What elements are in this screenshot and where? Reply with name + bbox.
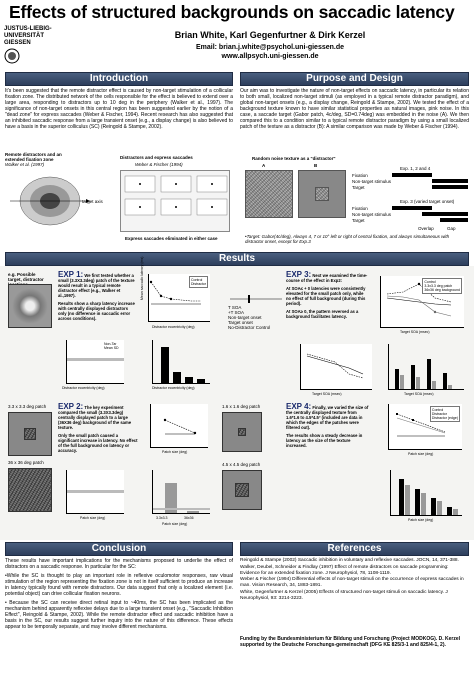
introduction-header: Introduction xyxy=(5,72,233,86)
fig1-title: Remote distractors and an extended fixation zone xyxy=(5,152,62,162)
exp3-timeline-nontarget: Non-target onset xyxy=(228,315,262,320)
exp3-timeline xyxy=(228,294,284,330)
exp1-difference-chart xyxy=(152,340,210,384)
poster-header xyxy=(0,0,474,68)
exp3-xlabel: Target SOA (msec) xyxy=(400,330,430,334)
timeline-label-target: Target xyxy=(352,185,365,190)
exp1-error-chart xyxy=(66,340,124,384)
purpose-text: Our aim was to investigate the nature of non-target effects on saccadic latency, in particular its relation to both small, localized non-target stimuli (as employed in a typical remote distractor paradigm), and global non-target onsets (e.g., a display change, Reingold & Stampe, 2002). We tested the effect of a background texture known to have similar statistical properties as natural images, pink noise. In this case, a saccade target (Gabor patch, 4c/deg, SD=0.74deg) was embedded in the noise (A). We then compared this to a condition similar to a typical remote distractor paradigm by using a small localized patch of the texture as a distractor (B): A similar comparison was made by Weber & Fischer (1994). xyxy=(240,88,469,130)
side-label-targets: e.g. Possible target, distractor xyxy=(8,272,44,282)
exp3-timeline-target: Target onset xyxy=(228,320,253,325)
exp2-tick-small: 3.3x3.3 xyxy=(156,516,168,520)
express-saccade-figure xyxy=(120,170,230,232)
timeline-label-target-2: Target xyxy=(352,218,365,223)
exp2-text-2: Only the small patch caused a significant increase in latency. No effect of the full background on latency or accuracy. xyxy=(58,433,138,453)
exp2-xlabel-3: Patch size (deg) xyxy=(162,522,188,526)
exp4-large-stimulus xyxy=(222,470,262,510)
reference-item: Reingold & Stampe (2002) Saccadic inhibition in voluntary and reflexive saccades. JOCN, 14, 371-388. xyxy=(240,558,459,563)
exp2-latency-plot xyxy=(151,404,209,448)
exp2-text: The key experiment compared the small (3.3X3.3deg) centrally displayed patch to a large (36X36 deg) background of the same texture. xyxy=(58,405,132,430)
timeline-exp3 xyxy=(392,205,468,225)
exp4-small-stimulus xyxy=(222,412,262,452)
legend-small-patch: 3.3x3.3 deg patch xyxy=(424,284,453,288)
exp3-latency-plot-2 xyxy=(301,344,373,390)
small-patch xyxy=(24,428,36,440)
exp3-text: Next we examined the time-course of the effect in Exp2: xyxy=(286,273,368,283)
exp4-bar-1-edge xyxy=(405,485,410,515)
reference-item: Weber & Fischer (1994) Differential effects of non-target stimuli on the occurrence of express saccades in man. Vision Research, 34, 1883-1891. xyxy=(240,577,464,589)
exp4-legend xyxy=(430,406,460,422)
target-location-example xyxy=(8,284,52,328)
exp1-bar-0 xyxy=(161,347,169,383)
exp3-legend xyxy=(422,278,462,294)
exp4-large-patch xyxy=(235,483,249,497)
exp2-title: EXP 2: xyxy=(58,402,84,411)
exp3-timeline-diagram xyxy=(228,294,284,304)
exp1-xlabel-3: Distractor eccentricity (deg) xyxy=(152,386,195,390)
exp1-xlabel: Distractor eccentricity (deg) xyxy=(152,325,195,329)
exp4-difference-chart xyxy=(390,470,462,516)
exp4-xlabel: Patch size (deg) xyxy=(408,452,434,456)
email: Email: brian.j.white@psychol.uni-giessen.de xyxy=(195,44,345,51)
noise-label-a: A xyxy=(262,163,266,168)
contact-info xyxy=(140,43,400,61)
exp3-latency-chart xyxy=(380,276,464,328)
exp3-bar-6 xyxy=(432,381,436,389)
exp3-bar-7 xyxy=(443,373,447,389)
exp3-bar-2 xyxy=(400,375,404,389)
exp4-text-2: The results show a steady decrease in latency as the size of the texture increased. xyxy=(286,433,363,448)
exp4-title: EXP 4: xyxy=(286,402,312,411)
introduction-text: It's been suggested that the remote distractor effect is caused by non-target stimulation of a collicular fixation zone. The distributed network of the cells responsible for the effect is believed to extend over a large area, responding to distractors up to 10 deg in the periphery (Walker et al., 1997). The significance of non-target onsets in this central region has been suggested earlier by the notion of a "dead zone" for express saccades (Weber & Fischer, 1994). Recent research has also suggested that an inhibited saccadic response from a large transient onset (e.g., a display change) is also believed to have a basis in the superior colliculus (SC) (Reingold & Stampe, 2002). xyxy=(5,88,233,130)
timeline-label-exp3: Exp. 3 (varied target onset) xyxy=(400,199,455,204)
exp4-description xyxy=(286,404,370,448)
exp1-bar-6 xyxy=(197,379,205,383)
exp1-bar-2 xyxy=(173,372,181,383)
conclusion-bullet-1: •While the SC is thought to play an important role in reflexive oculomotor responses, raw visual stimulation of the region representing the fixation zone is not in itself sufficient to produce an increase in latency typically found with remote distractors. Our data suggest that only a localized element (i.e. potential object) can drive collicular fixation neurons. xyxy=(5,573,233,597)
authors: Brian White, Karl Gegenfurtner & Dirk Kerzel xyxy=(174,30,366,40)
exp3-difference-chart xyxy=(388,344,464,390)
exp2-error-band xyxy=(67,490,124,493)
conclusion-header: Conclusion xyxy=(5,542,233,556)
exp4-bar-3-edge xyxy=(437,501,442,515)
legend-distractor: Distractor xyxy=(191,282,206,286)
reference-item: White, Gegenfurtner & Kerzel (2005) Effects of structured non-target stimuli on saccadic latency. J Neurophysiol, 93: 3214-3223. xyxy=(240,589,448,601)
exp3-xlabel-2: Target SOA (msec) xyxy=(312,392,342,396)
exp1-xlabel-2: Distractor eccentricity (deg) xyxy=(62,386,105,390)
exp3-bar-1 xyxy=(395,369,399,389)
exp3-timeline-soa-pos: +T SOA xyxy=(228,310,245,315)
university-name: JUSTUS-LIEBIG-UNIVERSITÄT GIESSEN xyxy=(4,26,52,46)
timeline-label-nontarget-2: Non-target stimulus xyxy=(352,212,392,217)
website-link[interactable]: www.allpsych.uni-giessen.de xyxy=(221,53,319,60)
exp4-patch-small-label: 1.6 x 1.6 deg patch xyxy=(222,404,261,409)
exp4-xlabel-2: Patch size (deg) xyxy=(408,518,434,522)
exp2-diff-baseline xyxy=(153,508,210,510)
exp1-ylabel: Mean saccadic latency (ms) xyxy=(140,256,144,300)
purpose-header: Purpose and Design xyxy=(240,72,469,86)
exp2-description xyxy=(58,404,138,453)
exp3-text-3: At SOA≥ 0, the pattern reversed as a background facilitates latency. xyxy=(286,309,359,319)
legend-control: Control xyxy=(424,280,436,284)
noise-patch xyxy=(315,187,329,201)
small-patch-stimulus xyxy=(8,412,52,456)
purpose-caption: •Target: Gabor(4c/deg), Always 4, 7 or 10° left or right of central fixation, and always simultaneous with distractor onset, except for Exp.3 xyxy=(245,234,450,244)
fig2-citation: Weber & Fischer (1994) xyxy=(135,162,183,167)
references-header: References xyxy=(240,542,469,556)
exp3-bar-3 xyxy=(411,365,415,389)
exp4-small-patch xyxy=(238,428,246,436)
legend-background: 36x36 deg background xyxy=(424,288,460,292)
exp4-bar-4 xyxy=(447,507,452,515)
exp4-latency-chart xyxy=(388,404,462,450)
fig2-title: Distractors and express saccades xyxy=(120,155,193,160)
exp4-bar-1 xyxy=(399,479,404,515)
exp2-xlabel: Patch size (deg) xyxy=(162,450,188,454)
timeline-label-nontarget: Non-target stimulus xyxy=(352,179,392,184)
exp2-tick-large: 36x36 xyxy=(184,516,194,520)
results-header: Results xyxy=(5,252,469,266)
exp3-description xyxy=(286,272,368,319)
exp2-bar-large xyxy=(187,511,199,513)
exp3-timeline-soa-neg: T SOA xyxy=(228,305,242,310)
noise-figure-title: Random noise texture as a "distractor" xyxy=(252,156,336,161)
target-axis-label: target axis xyxy=(82,199,103,204)
noise-texture-full xyxy=(245,170,293,218)
legend-distractor: Distractor xyxy=(431,412,447,416)
reference-list xyxy=(240,558,469,603)
exp4-patch-large-label: 4.5 x 4.5 deg patch xyxy=(222,462,261,467)
exp3-text-2: At SOA≤ + 0 latencies were consistently elevated for the small patch only, while no effect of full background (during this period). xyxy=(286,286,366,306)
patch-large-label: 36 x 36 deg patch xyxy=(8,460,44,465)
exp3-timeline-control: No-Distractor Control xyxy=(228,325,271,330)
exp3-bar-8 xyxy=(448,385,452,389)
exp3-bar-4 xyxy=(416,377,420,389)
timeline-label-fixation-2: Fixation xyxy=(352,206,368,211)
noise-label-b: B xyxy=(314,163,318,168)
exp1-annotation: Non-Tar Mean SD xyxy=(104,342,119,350)
exp1-text: We first tested whether a small (3.3X3.3deg) patch of the texture would result in a typical remote distractor effect (e.g., Walker et al.,1997). xyxy=(58,273,135,298)
exp1-bar-4 xyxy=(185,377,193,383)
conclusion-bullet-2: • Because the SC can receive direct retinal input to ~40ms, the SC has been implicated as the mechanism behind apparently reflexive delays due to a large transient onset (e.g., "Saccadic Inhibition Effect", Reingold & Stampe, 2002). While the remote distractor effect and saccadic inhibition have a basis in the SC, our results suggest further inquiry into the nature of this difference. These effects appear to be temporally separate, and may involve different mechanisms. xyxy=(5,600,233,630)
legend-control: Control xyxy=(191,278,203,282)
poster-title: Effects of structured backgrounds on saccadic latency xyxy=(9,2,455,22)
patch-small-label: 3.3 x 3.3 deg patch xyxy=(8,404,47,409)
exp2-xlabel-2: Patch size (deg) xyxy=(80,516,106,520)
exp1-text-2: Results show a sharp latency increase with centrally displayed distractors only (no difference in saccadic error across conditions). xyxy=(58,301,135,321)
exp2-latency-chart xyxy=(150,404,208,448)
exp3-latency-chart-2 xyxy=(300,344,372,390)
large-patch-stimulus xyxy=(8,468,52,512)
noise-patch-stimulus xyxy=(298,170,346,218)
exp1-title: EXP 1: xyxy=(58,270,84,279)
express-saccade-diagram xyxy=(121,171,231,233)
fig2-caption: Express saccades eliminated in either case xyxy=(125,236,218,241)
timeline-label-fixation: Fixation xyxy=(352,173,368,178)
exp1-description xyxy=(58,272,136,321)
exp4-text: Finally, we varied the size of the centrally displayed texture from 1.6*1.6 to 4.5*4.5° (included are data in which the edges of the patches were filtered out). xyxy=(286,405,369,430)
exp1-legend xyxy=(189,276,208,288)
legend-distractor-edge: Distractor (edge) xyxy=(431,416,458,420)
funding-statement: Funding by the Bundesministerium für Bildung und Forschung (Project MODKOG). D. Kerzel supported by the Deutsche Forschungs-gemeinschaft (DFG KE 825/3-1 and 825/4-1, 2). xyxy=(240,636,461,648)
university-logo xyxy=(4,32,48,65)
exp3-title: EXP 3: xyxy=(286,270,312,279)
exp3-bar-5 xyxy=(427,359,431,389)
legend-control: Control xyxy=(431,408,444,412)
exp4-bar-2-edge xyxy=(421,493,426,515)
exp1-error-band xyxy=(67,358,124,361)
exp3-xlabel-3: Target SOA (msec) xyxy=(404,392,434,396)
exp2-difference-chart xyxy=(152,470,210,514)
exp2-error-chart xyxy=(66,470,124,514)
timeline-label-overlap: Overlap xyxy=(418,226,434,231)
timeline-label-exp124: Exp. 1, 2 and 4 xyxy=(400,166,431,171)
exp4-bar-3 xyxy=(431,498,436,515)
reference-item: Walker, Deubel, Schneider & Findlay (1997) Effect of remote distractors on saccade programming: Evidence for an extended fixation zone. J Neurophysiol, 78, 1108-1119. xyxy=(240,564,449,576)
fig1-citation: Walker et al. (1997) xyxy=(5,162,45,167)
conclusion-text xyxy=(5,558,233,633)
exp4-bar-4-edge xyxy=(453,509,458,515)
timeline-label-gap: Gap xyxy=(447,226,456,231)
exp4-bar-2 xyxy=(415,489,420,515)
timeline-exp124 xyxy=(392,172,468,192)
conclusion-intro: These results have important implications for the mechanisms proposed to underlie the effect of distractors on a saccadic response. In particular for the SC: xyxy=(5,558,233,570)
exp1-latency-chart xyxy=(148,274,210,322)
